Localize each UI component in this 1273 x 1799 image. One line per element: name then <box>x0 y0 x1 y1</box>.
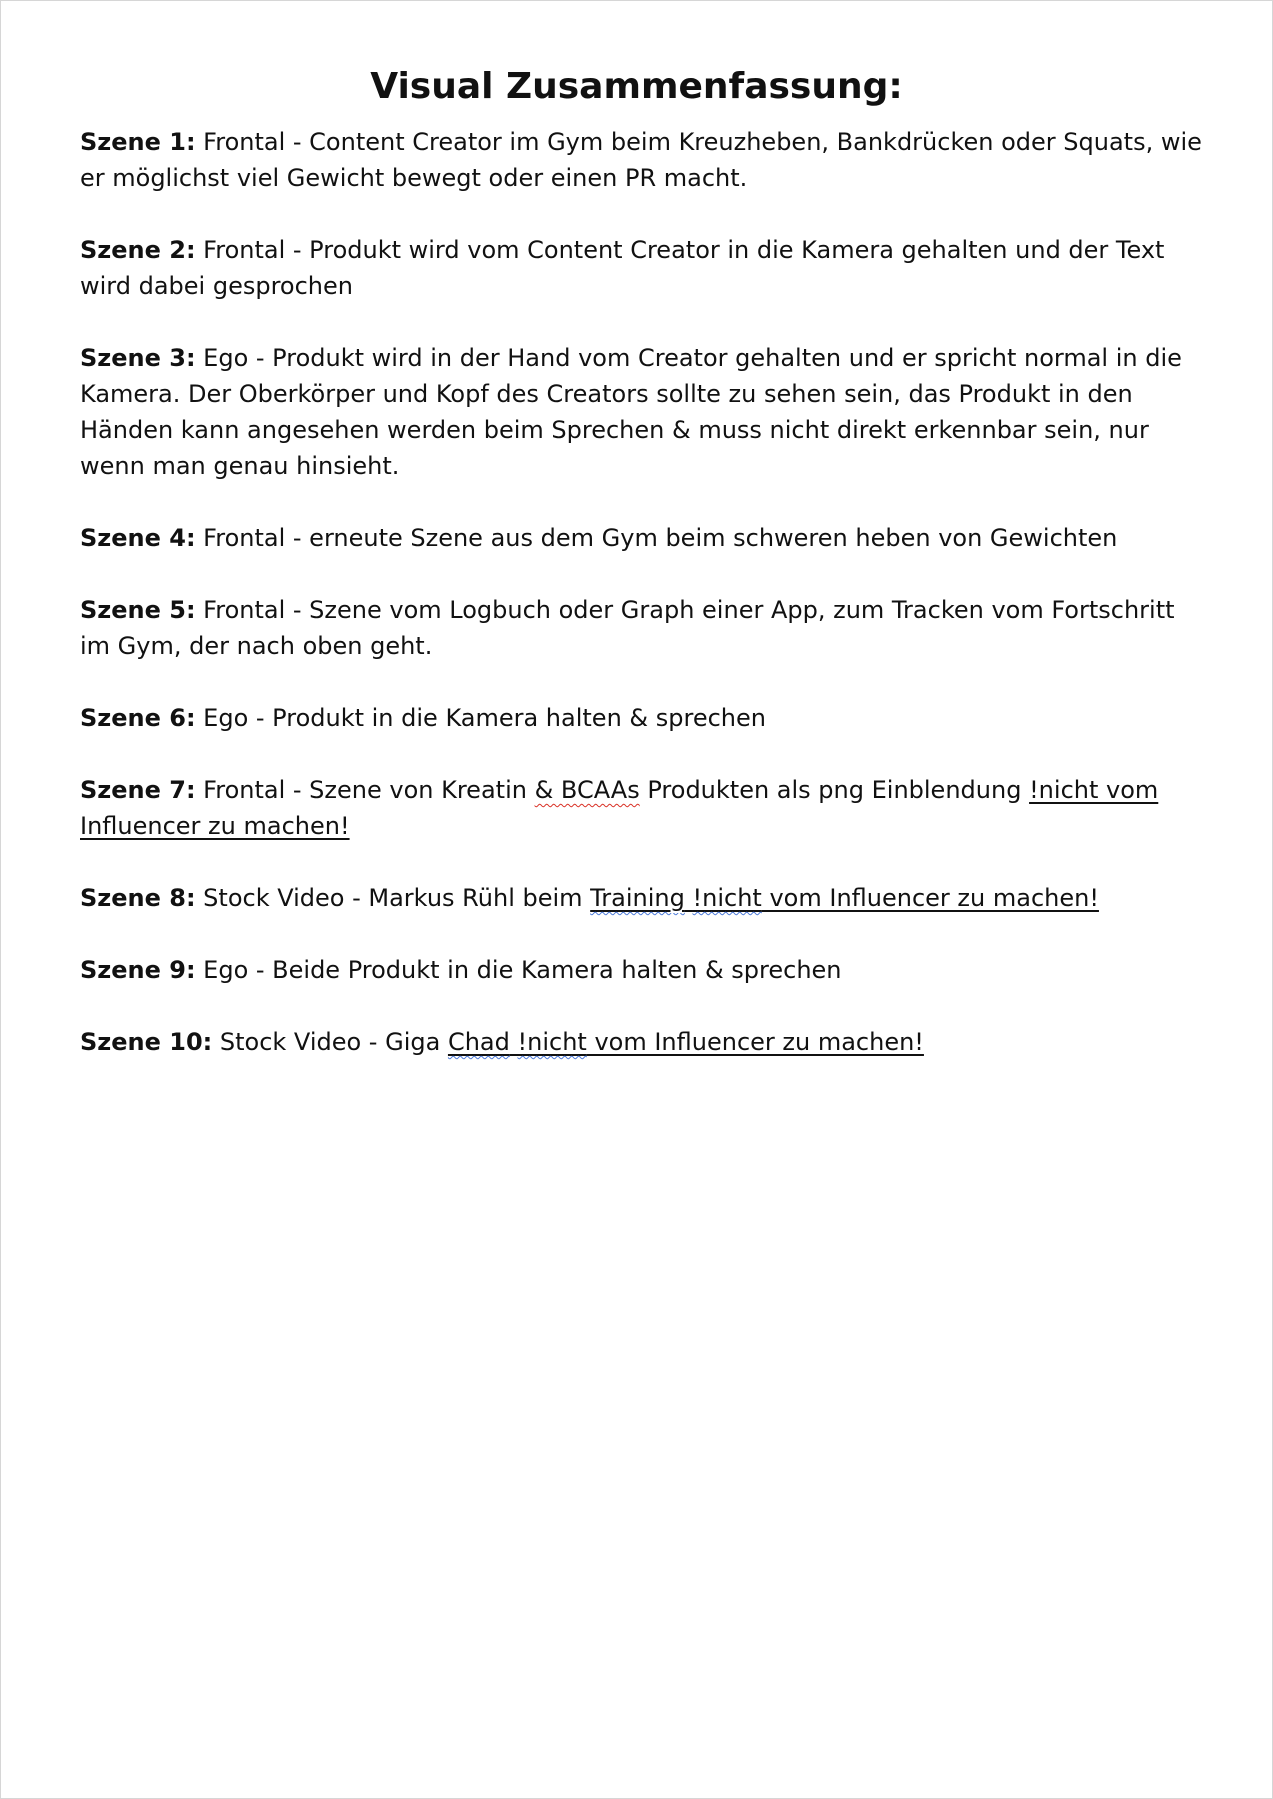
scene-6 <box>80 700 1205 736</box>
scene-label: Szene 6: <box>80 704 196 732</box>
scene-3 <box>80 340 1205 484</box>
page-title: Visual Zusammenfassung: <box>370 66 903 107</box>
scene-text <box>510 1028 518 1056</box>
scene-note: !nicht vom Influencer zu machen! <box>80 776 1159 840</box>
scene-note-text: vom Influencer zu machen! <box>761 884 1099 912</box>
scene-text: Stock Video - Giga <box>212 1028 448 1056</box>
scene-note <box>590 884 1099 912</box>
scene-note-text: vom Influencer zu machen! <box>586 1028 924 1056</box>
grammar-flag[interactable]: Chad <box>447 1028 510 1056</box>
scene-2 <box>80 232 1205 304</box>
scene-9 <box>80 952 1205 988</box>
scene-text: Frontal - Content Creator im Gym beim Kreuzheben, Bankdrücken oder Squats, wie er möglichst viel Gewicht bewegt oder einen PR macht. <box>80 128 1202 192</box>
spellcheck-flag[interactable]: & BCAAs <box>534 776 640 804</box>
scene-note <box>448 1028 924 1056</box>
scene-text <box>685 884 693 912</box>
grammar-flag[interactable]: Training <box>590 884 685 912</box>
scene-text: Frontal - erneute Szene aus dem Gym beim schweren heben von Gewichten <box>195 524 1118 552</box>
scene-text: Ego - Produkt wird in der Hand vom Creator gehalten und er spricht normal in die Kamera. Der Oberkörper und Kopf des Creators sollte zu sehen sein, das Produkt in den Händen kann angesehen werden beim Sprechen & muss nicht direkt erkennbar sein, nur wenn man genau hinsieht. <box>80 344 1182 480</box>
scene-label: Szene 7: <box>80 776 196 804</box>
scene-list <box>80 124 1205 1096</box>
scene-10 <box>80 1024 1205 1060</box>
scene-5 <box>80 592 1205 664</box>
scene-text: Frontal - Szene von Kreatin <box>195 776 535 804</box>
scene-text: Ego - Beide Produkt in die Kamera halten & sprechen <box>195 956 842 984</box>
scene-label: Szene 8: <box>80 884 196 912</box>
scene-label: Szene 5: <box>80 596 196 624</box>
scene-label: Szene 10: <box>80 1028 213 1056</box>
scene-1 <box>80 124 1205 196</box>
scene-label: Szene 4: <box>80 524 196 552</box>
scene-label: Szene 3: <box>80 344 196 372</box>
scene-text: Stock Video - Markus Rühl beim <box>195 884 591 912</box>
scene-text: Frontal - Szene vom Logbuch oder Graph einer App, zum Tracken vom Fortschritt im Gym, der nach oben geht. <box>80 596 1175 660</box>
scene-4 <box>80 520 1205 556</box>
scene-text: Ego - Produkt in die Kamera halten & sprechen <box>195 704 766 732</box>
scene-label: Szene 2: <box>80 236 196 264</box>
scene-label: Szene 9: <box>80 956 196 984</box>
scene-7 <box>80 772 1205 844</box>
scene-text: Produkten als png Einblendung <box>639 776 1030 804</box>
scene-8 <box>80 880 1205 916</box>
scene-text: Frontal - Produkt wird vom Content Creator in die Kamera gehalten und der Text wird dabei gesprochen <box>80 236 1165 300</box>
grammar-flag[interactable]: !nicht <box>517 1028 587 1056</box>
grammar-flag[interactable]: !nicht <box>692 884 762 912</box>
scene-label: Szene 1: <box>80 128 196 156</box>
